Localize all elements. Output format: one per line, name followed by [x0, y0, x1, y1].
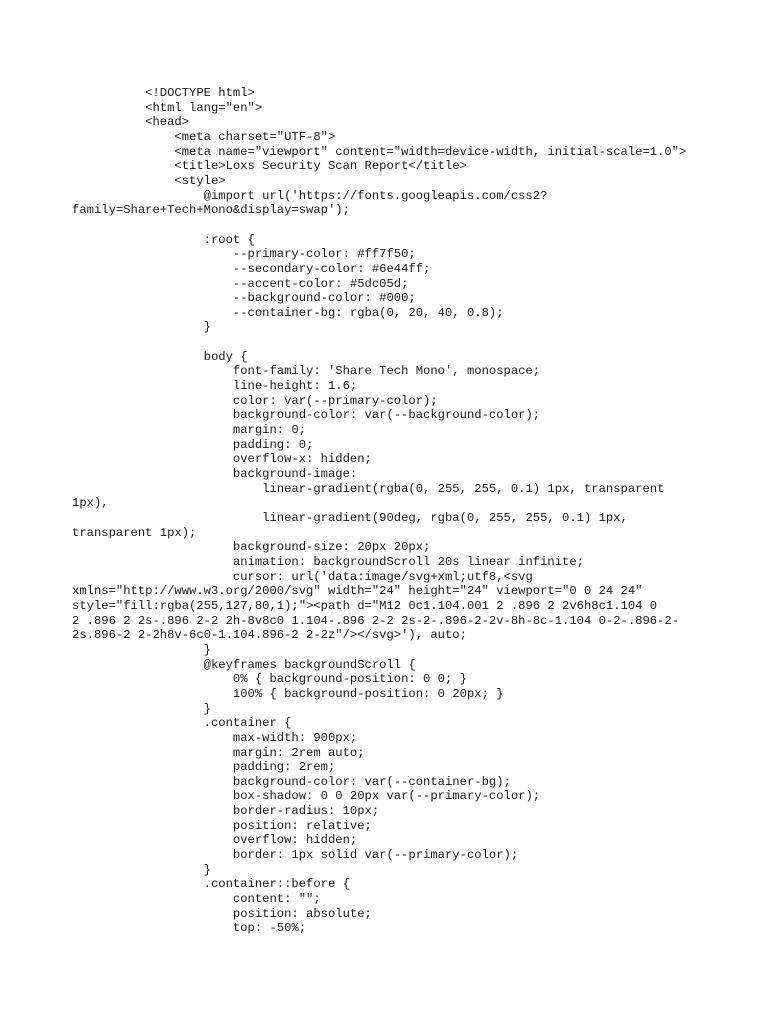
code-line: top: -50%;	[72, 921, 307, 936]
code-line: margin: 2rem auto;	[72, 745, 365, 760]
code-line: 100% { background-position: 0 20px; }	[72, 686, 504, 701]
code-line: }	[72, 701, 211, 716]
code-line: }	[72, 862, 211, 877]
code-line: --primary-color: #ff7f50;	[72, 247, 416, 262]
code-line: --secondary-color: #6e44ff;	[72, 261, 431, 276]
code-line: family=Share+Tech+Mono&display=swap');	[72, 203, 350, 218]
code-line: background-color: var(--container-bg);	[72, 774, 511, 789]
code-line: content: "";	[72, 892, 321, 907]
code-line: }	[72, 320, 211, 335]
code-line: font-family: 'Share Tech Mono', monospace;	[72, 364, 541, 379]
code-line: box-shadow: 0 0 20px var(--primary-color);	[72, 789, 541, 804]
code-line: @import url('https://fonts.googleapis.com/css2?	[72, 188, 548, 203]
code-line: overflow-x: hidden;	[72, 452, 372, 467]
code-line: animation: backgroundScroll 20s linear infinite;	[72, 554, 584, 569]
code-line: 1px),	[72, 496, 109, 511]
code-line: <html lang="en">	[72, 100, 263, 115]
code-line: <meta charset="UTF-8">	[72, 129, 336, 144]
code-line: padding: 2rem;	[72, 760, 336, 775]
code-line: padding: 0;	[72, 437, 314, 452]
code-line: overflow: hidden;	[72, 833, 358, 848]
code-line: position: relative;	[72, 818, 372, 833]
code-line: color: var(--primary-color);	[72, 393, 438, 408]
code-line: .container {	[72, 716, 292, 731]
code-line: line-height: 1.6;	[72, 379, 358, 394]
code-line: <!DOCTYPE html>	[72, 86, 255, 100]
code-line: max-width: 900px;	[72, 730, 358, 745]
code-line: <head>	[72, 115, 190, 130]
code-line: <style>	[72, 173, 226, 188]
code-line: border: 1px solid var(--primary-color);	[72, 848, 519, 863]
code-line: background-size: 20px 20px;	[72, 540, 431, 555]
code-line: xmlns="http://www.w3.org/2000/svg" width="24" height="24" viewport="0 0 24 24"	[72, 584, 643, 599]
code-line: cursor: url('data:image/svg+xml;utf8,<svg	[72, 569, 533, 584]
code-line: background-image:	[72, 467, 358, 482]
code-line: :root {	[72, 232, 255, 247]
code-line	[72, 335, 712, 350]
code-line: body {	[72, 349, 248, 364]
code-line: border-radius: 10px;	[72, 804, 380, 819]
code-line: transparent 1px);	[72, 525, 197, 540]
code-line: 2 .896 2 2s-.896 2-2 2h-8v8c0 1.104-.896 2-2 2s-2-.896-2-2v-8h-8c-1.104 0-2-.896-2-	[72, 613, 680, 628]
code-line: --background-color: #000;	[72, 291, 416, 306]
code-line: linear-gradient(rgba(0, 255, 255, 0.1) 1px, transparent	[72, 481, 665, 496]
code-line: linear-gradient(90deg, rgba(0, 255, 255, 0.1) 1px,	[72, 511, 628, 525]
code-line: }	[72, 642, 211, 657]
code-line: <meta name="viewport" content="width=device-width, initial-scale=1.0">	[72, 144, 687, 159]
code-line: .container::before {	[72, 877, 350, 892]
code-line: --container-bg: rgba(0, 20, 40, 0.8);	[72, 305, 504, 320]
code-line: style="fill:rgba(255,127,80,1);"><path d="M12 0c1.104.001 2 .896 2 2v6h8c1.104 0	[72, 598, 658, 613]
code-line: @keyframes backgroundScroll {	[72, 657, 416, 672]
code-line: 0% { background-position: 0 0; }	[72, 672, 467, 687]
code-line: --accent-color: #5dc05d;	[72, 276, 409, 291]
code-listing	[72, 86, 712, 936]
code-line	[72, 218, 712, 233]
code-line: 2s.896-2 2-2h8v-6c0-1.104.896-2 2-2z"/></svg>'), auto;	[72, 628, 467, 643]
code-line: background-color: var(--background-color);	[72, 408, 541, 423]
code-line: margin: 0;	[72, 423, 307, 438]
code-line: position: absolute;	[72, 906, 372, 921]
code-line: <title>Loxs Security Scan Report</title>	[72, 159, 467, 174]
